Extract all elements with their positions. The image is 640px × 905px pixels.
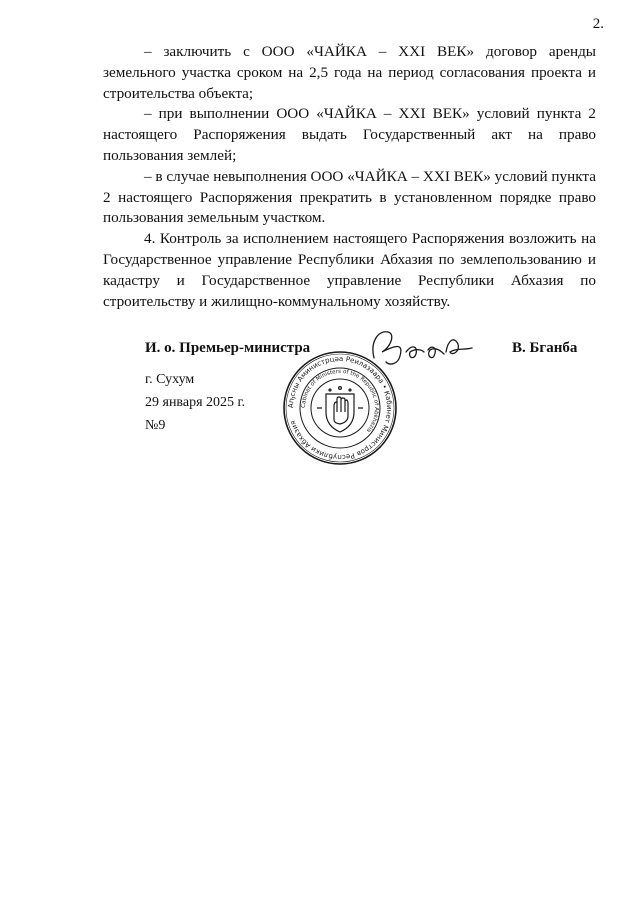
- document-date: 29 января 2025 г.: [145, 395, 246, 410]
- paragraph-state-act: – при выполнении ООО «ЧАЙКА – XXI ВЕК» условий пункта 2 настоящего Распоряжения выдать Государственный акт на право пользования землей;: [103, 105, 596, 164]
- page-number: 2.: [592, 16, 604, 32]
- paragraph-control: 4. Контроль за исполнением настоящего Распоряжения возложить на Государственное управление Республики Абхазия по землепользованию и кадастру и Государственное управление Республики Абхазия по строительству и жилищно-коммунальному хозяйству.: [103, 230, 596, 310]
- seal-inner-text: Cabinet of Ministers of the Republic of Abkhazia: [300, 368, 380, 434]
- document-number: №9: [145, 418, 166, 433]
- paragraph-lease: – заключить с ООО «ЧАЙКА – XXI ВЕК» договор аренды земельного участка сроком на 2,5 года на период согласования проекта и строительства объекта;: [103, 43, 596, 102]
- document-place: г. Сухум: [145, 372, 195, 387]
- seal-emblem-icon: [317, 387, 363, 432]
- signatory-name: В. Бганба: [512, 340, 578, 356]
- document-body: [103, 42, 596, 312]
- paragraph-termination: – в случае невыполнения ООО «ЧАЙКА – XXI ВЕК» условий пункта 2 настоящего Распоряжения прекратить в установленном порядке право пользования земельным участком.: [103, 167, 596, 227]
- seal-outer-text: Аҧсны Аминистрцәа Реилазаара • Кабинет Министров Республики Абхазия: [286, 354, 394, 462]
- signatory-title: И. о. Премьер-министра: [145, 340, 311, 356]
- handwritten-signature: [360, 322, 480, 374]
